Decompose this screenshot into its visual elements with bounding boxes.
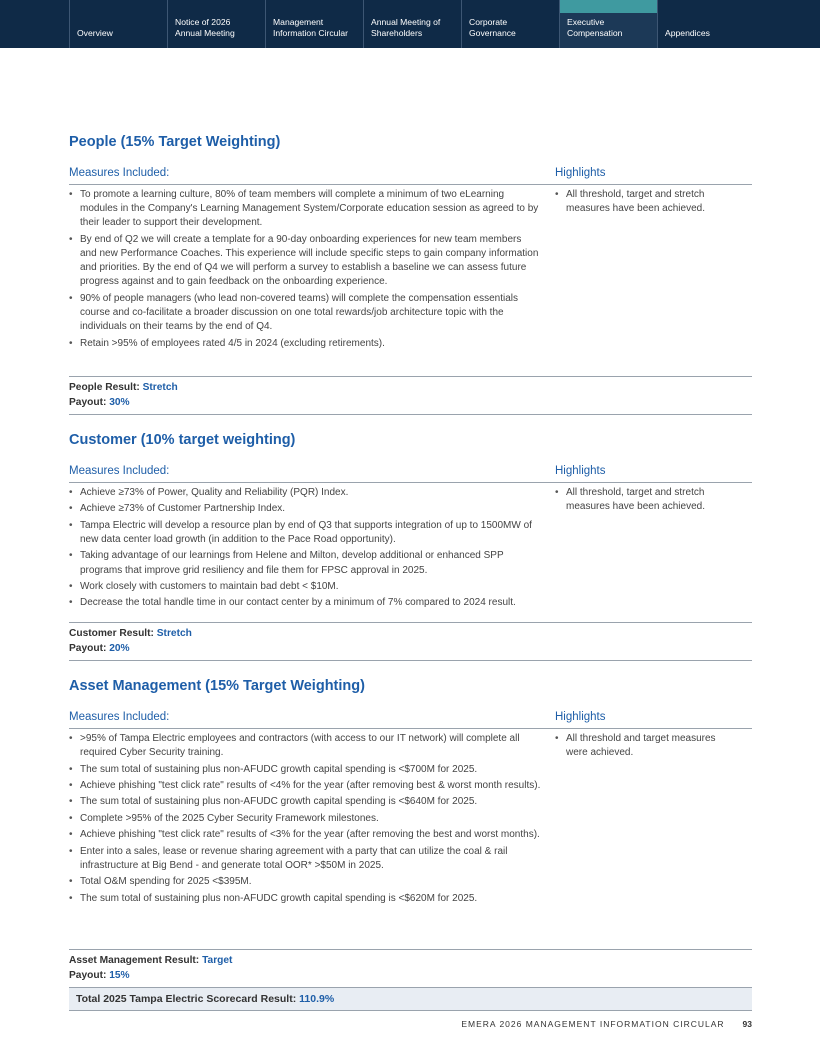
list-item: • To promote a learning culture, 80% of team members will complete a minimum of two eLearning modules in the Company's Learning Management System/Corporate education session as agreed to by their leader to support their development. — [69, 188, 539, 231]
payout-value: 15% — [109, 969, 130, 981]
list-item: • By end of Q2 we will create a template for a 90-day onboarding experiences for new team members and new Performance Coaches. This experience will include specific steps to gain company information and priorities. By the end of Q4 we will perform a survey to establish a baseline we can assess future progress against and to gain feedback on the onboarding experience. — [69, 233, 539, 290]
list-item: • The sum total of sustaining plus non-AFUDC growth capital spending is <$620M for 2025. — [69, 892, 545, 906]
measures-list — [69, 188, 539, 353]
payout-value: 30% — [109, 396, 130, 408]
measures-label: Measures Included: — [69, 167, 170, 179]
list-item: • Retain >95% of employees rated 4/5 in 2024 (excluding retirements). — [69, 337, 539, 351]
highlights-list — [555, 486, 735, 517]
list-item: • The sum total of sustaining plus non-AFUDC growth capital spending is <$640M for 2025. — [69, 795, 545, 809]
highlights-list — [555, 188, 735, 219]
section-title: Customer (10% target weighting) — [69, 432, 296, 448]
divider — [69, 728, 752, 729]
section-title: People (15% Target Weighting) — [69, 134, 281, 150]
payout-label: Payout: — [69, 396, 107, 408]
result-label: Customer Result: — [69, 628, 154, 639]
list-item: • 90% of people managers (who lead non-covered teams) will complete the compensation essentials course and co-facilitate a broader discussion on one total rewards/job architecture topic with the individuals on their teams by the end of Q4. — [69, 292, 539, 335]
list-item: • The sum total of sustaining plus non-AFUDC growth capital spending is <$700M for 2025. — [69, 763, 545, 777]
tab-executive-compensation[interactable]: Executive Compensation — [559, 0, 657, 48]
tab-notice-of-annual-meeting[interactable]: Notice of 2026 Annual Meeting — [167, 0, 265, 48]
section-title: Asset Management (15% Target Weighting) — [69, 678, 365, 694]
list-item: • Achieve phishing "test click rate" results of <4% for the year (after removing best & worst month results). — [69, 779, 545, 793]
divider — [69, 622, 752, 623]
highlights-label: Highlights — [555, 465, 606, 477]
list-item: • Achieve phishing "test click rate" results of <3% for the year (after removing the best and worst months). — [69, 828, 545, 842]
result-value: Target — [202, 955, 233, 966]
list-item: • Total O&M spending for 2025 <$395M. — [69, 875, 545, 889]
tab-corporate-governance[interactable]: Corporate Governance — [461, 0, 559, 48]
payout-value: 20% — [109, 642, 130, 654]
payout-label: Payout: — [69, 642, 107, 654]
measures-list — [69, 732, 545, 908]
total-label: Total 2025 Tampa Electric Scorecard Result: — [76, 993, 297, 1005]
result-block — [69, 954, 232, 983]
result-block — [69, 627, 192, 656]
divider — [69, 660, 752, 661]
highlights-label: Highlights — [555, 711, 606, 723]
list-item: • Complete >95% of the 2025 Cyber Security Framework milestones. — [69, 812, 545, 826]
total-scorecard-result — [69, 987, 752, 1011]
payout-label: Payout: — [69, 969, 107, 981]
list-item: • Work closely with customers to maintain bad debt < $10M. — [69, 580, 545, 594]
list-item: • All threshold, target and stretch measures have been achieved. — [555, 188, 735, 216]
divider — [69, 184, 752, 185]
list-item: • All threshold and target measures were achieved. — [555, 732, 735, 760]
result-value: Stretch — [156, 628, 192, 639]
divider — [69, 949, 752, 950]
measures-list — [69, 486, 545, 613]
list-item: • Decrease the total handle time in our contact center by a minimum of 7% compared to 2024 result. — [69, 596, 545, 610]
divider — [69, 376, 752, 377]
total-value: 110.9% — [299, 993, 335, 1005]
tab-annual-meeting-of-shareholders[interactable]: Annual Meeting of Shareholders — [363, 0, 461, 48]
result-label: Asset Management Result: — [69, 955, 200, 966]
list-item: • >95% of Tampa Electric employees and contractors (with access to our IT network) will complete all required Cyber Security training. — [69, 732, 545, 760]
page-number: 93 — [742, 1019, 752, 1029]
measures-label: Measures Included: — [69, 711, 170, 723]
divider — [69, 482, 752, 483]
divider — [69, 414, 752, 415]
list-item: • All threshold, target and stretch measures have been achieved. — [555, 486, 735, 514]
list-item: • Achieve ≥73% of Customer Partnership Index. — [69, 502, 545, 516]
tab-overview[interactable]: Overview — [69, 0, 167, 48]
result-block — [69, 381, 178, 410]
measures-label: Measures Included: — [69, 465, 170, 477]
list-item: • Taking advantage of our learnings from Helene and Milton, develop additional or enhanced SPP programs that improve grid resiliency and file them for FPSC approval in 2025. — [69, 549, 545, 577]
list-item: • Achieve ≥73% of Power, Quality and Reliability (PQR) Index. — [69, 486, 545, 500]
list-item: • Enter into a sales, lease or revenue sharing agreement with a party that can utilize the coal & rail infrastructure at Big Bend - and generate total OOR* >$50M in 2025. — [69, 845, 545, 873]
list-item: • Tampa Electric will develop a resource plan by end of Q3 that supports integration of up to 1500MW of new data center load growth (in addition to the Pace Road opportunity). — [69, 519, 545, 547]
highlights-list — [555, 732, 735, 763]
footer-text: EMERA 2026 MANAGEMENT INFORMATION CIRCULAR — [461, 1019, 725, 1029]
top-navigation — [0, 0, 820, 48]
tab-management-information-circular[interactable]: Management Information Circular — [265, 0, 363, 48]
result-label: People Result: — [69, 382, 140, 393]
result-value: Stretch — [142, 382, 178, 393]
highlights-label: Highlights — [555, 167, 606, 179]
page-footer — [461, 1019, 752, 1029]
tab-appendices[interactable]: Appendices — [657, 0, 755, 48]
